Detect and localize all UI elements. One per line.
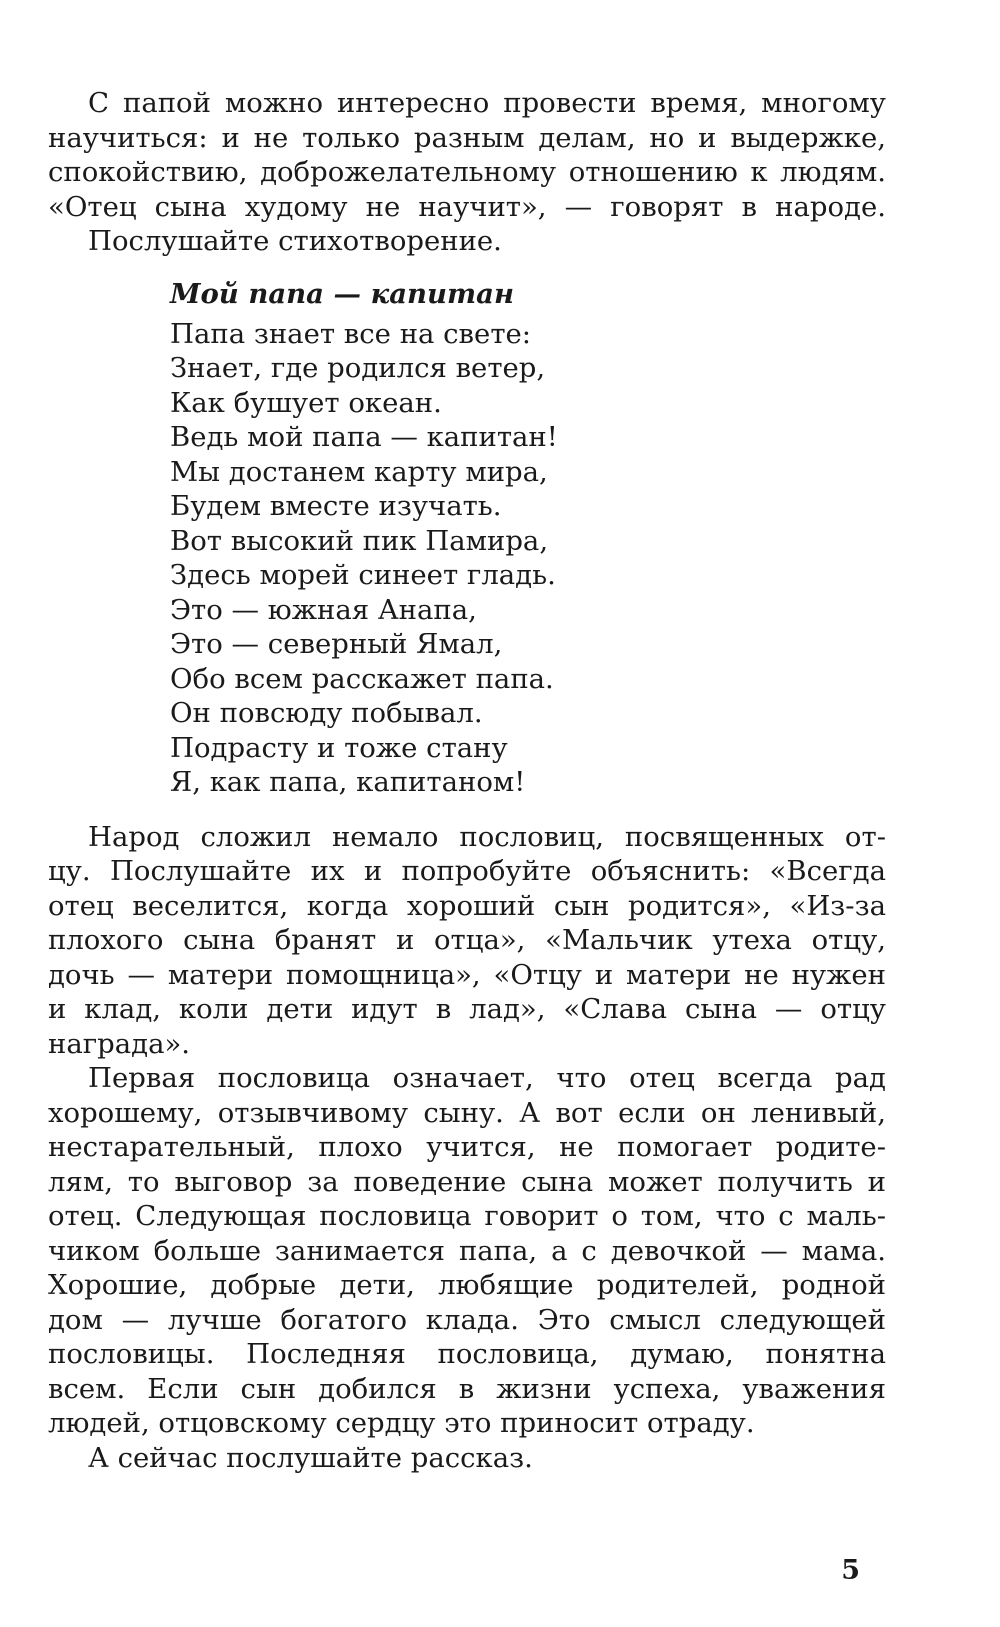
text-line: плохого сына бранят и отца», «Мальчик утеха отцу, [48,924,886,956]
text-line: С папой можно интересно провести время, многому [88,87,886,119]
text-line: людей, отцовскому сердцу это приносит отраду. [48,1407,755,1439]
poem-line: Папа знает все на свете: [170,317,532,350]
text-line: отец. Следующая пословица говорит о том, что с маль- [48,1200,886,1232]
poem-line: Я, как папа, капитаном! [170,766,526,798]
text-line: Народ сложил немало пословиц, посвященных от- [88,820,886,853]
poem-line: Это — северный Ямал, [170,628,503,660]
page-number: 5 [841,1555,860,1586]
page-content [48,86,886,1475]
text-line: и клад, коли дети идут в лад», «Слава сына — отцу [48,993,886,1025]
text-line: нестарательный, плохо учится, не помогает родите- [48,1131,886,1163]
text-line: пословицы. Последняя пословица, думаю, понятна [48,1338,886,1370]
poem-line: Будем вместе изучать. [170,490,502,522]
text-line: хорошему, отзывчивому сыну. А вот если он ленивый, [48,1096,886,1129]
poem-line: Знает, где родился ветер, [170,352,546,384]
text-line: спокойствию, доброжелательному отношению к людям. [48,156,886,188]
listen-instruction: Послушайте стихотворение. [88,225,502,257]
text-line: всем. Если сын добился в жизни успеха, уважения [48,1372,886,1405]
text-line: лям, то выговор за поведение сына может получить и [48,1165,886,1198]
explanation-paragraph [48,1061,886,1441]
text-line: Первая пословица означает, что отец всегда рад [88,1062,886,1094]
text-line: дом — лучше богатого клада. Это смысл следующей [48,1303,886,1336]
poem-line: Это — южная Анапа, [170,593,477,626]
poem-line: Подрасту и тоже стану [170,731,508,764]
poem [170,277,886,800]
text-line: чиком больше занимается папа, а с девочкой — мама. [48,1234,886,1267]
text-line: «Отец сына худому не научит», — говорят в народе. [48,190,886,223]
poem-line: Он повсюду побывал. [170,697,483,729]
text-line: награда». [48,1027,191,1060]
intro-paragraph [48,86,886,224]
text-line: отец веселится, когда хороший сын родится», «Из-за [48,889,886,922]
poem-line: Мы достанем карту мира, [170,455,548,488]
text-line: научиться: и не только разным делам, но и выдержке, [48,121,886,154]
text-line: дочь — матери помощница», «Отцу и матери не нужен [48,958,886,991]
poem-title: Мой папа — капитан [170,277,515,310]
text-line: цу. Послушайте их и попробуйте объяснить: «Всегда [48,855,886,887]
poem-line: Здесь морей синеет гладь. [170,559,556,591]
poem-line: Ведь мой папа — капитан! [170,421,558,453]
poem-line: Как бушует океан. [170,386,442,419]
poem-line: Вот высокий пик Памира, [170,524,549,557]
poem-line: Обо всем расскажет папа. [170,662,554,695]
text-line: Хорошие, добрые дети, любящие родителей, родной [48,1269,886,1301]
proverbs-paragraph [48,820,886,1062]
closing-line: А сейчас послушайте рассказ. [88,1441,533,1474]
